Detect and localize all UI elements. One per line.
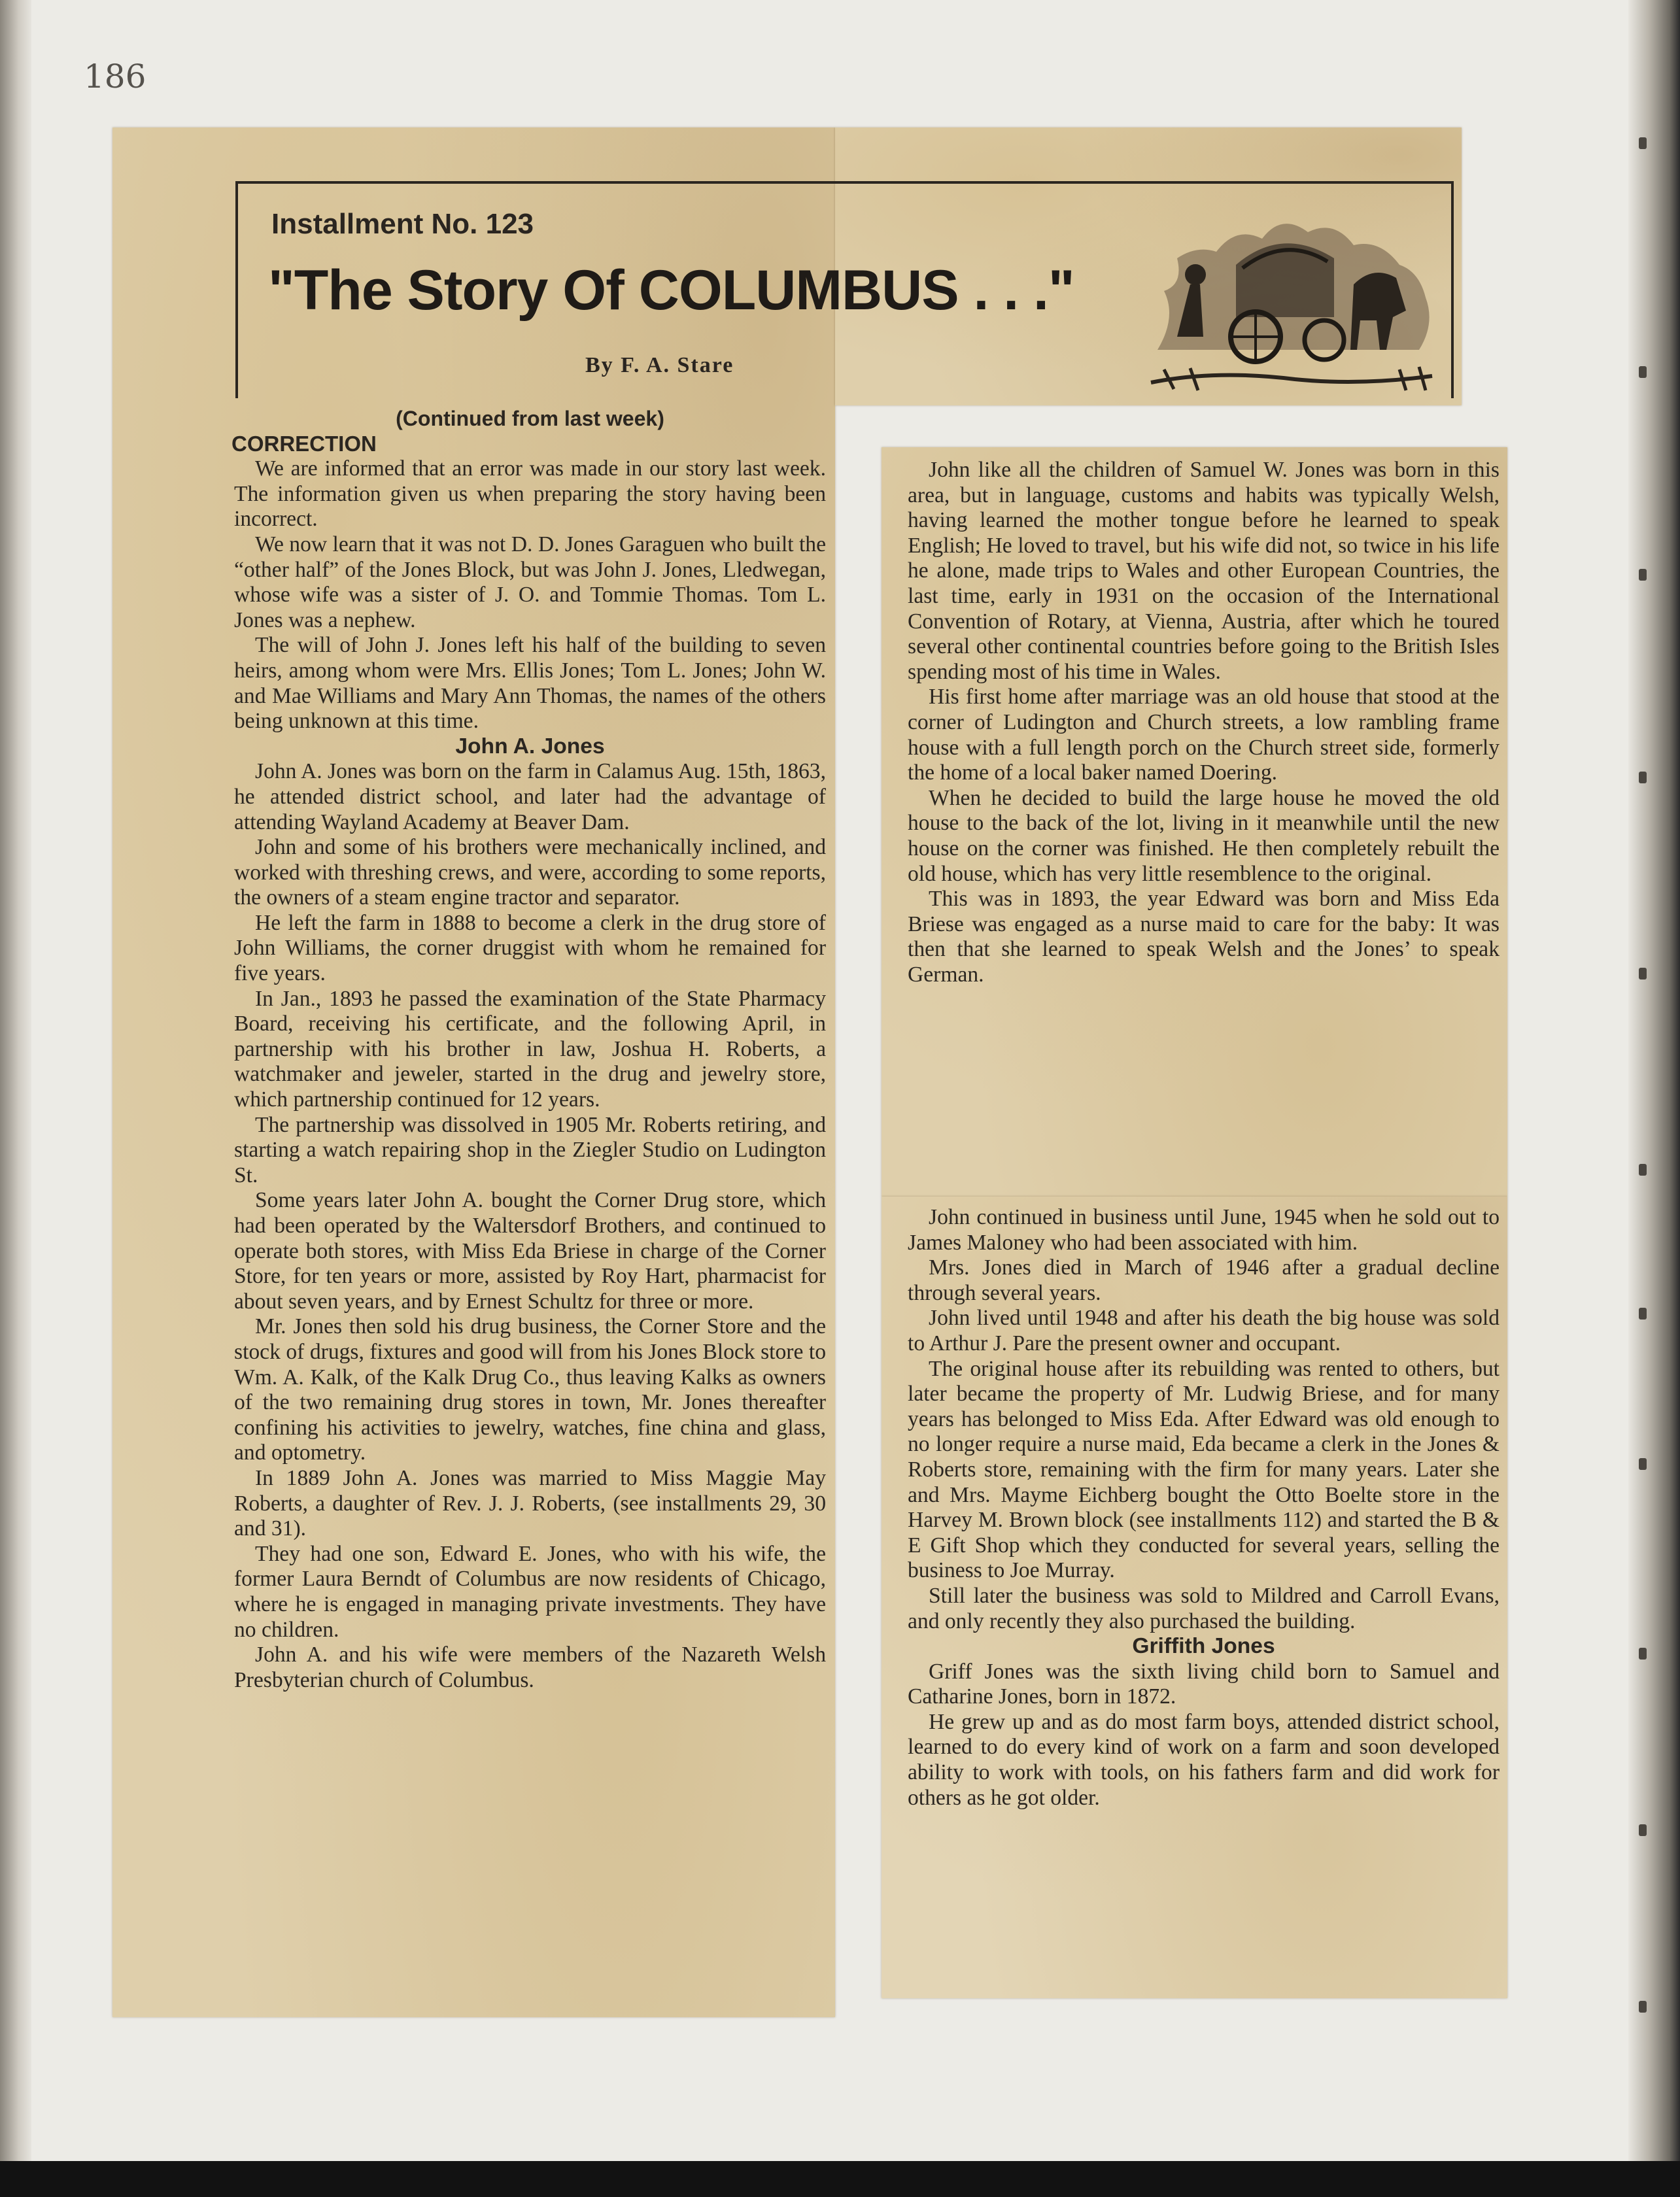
paragraph: His first home after marriage was an old house that stood at the corner of Ludington and Church streets, a low rambling frame house with a full length porch on the Church street side, formerly the home of a local baker named Doering. — [908, 685, 1500, 785]
paragraph: They had one son, Edward E. Jones, who with his wife, the former Laura Berndt of Columbus are now residents of Chicago, where he is engaged in managing private investments. They have no children. — [234, 1541, 826, 1642]
paragraph: In Jan., 1893 he passed the examination of the State Pharmacy Board, receiving his certificate, and the following April, in partnership with his brother in law, Joshua H. Roberts, a watchmaker and jeweler, started in the drug and jewelry store, which partnership continued for 12 years. — [234, 986, 826, 1112]
binding-hole — [1639, 137, 1647, 149]
binding-hole — [1639, 772, 1647, 783]
paragraph: John lived until 1948 and after his death the big house was sold to Arthur J. Pare the present owner and occupant. — [908, 1306, 1500, 1355]
paragraph: He grew up and as do most farm boys, attended district school, learned to do every kind of work on a farm and soon developed ability to work with tools, on his fathers farm and did work for others as he got older. — [908, 1709, 1500, 1810]
paragraph: John and some of his brothers were mechanically inclined, and worked with threshing crews, and were, according to some reports, the owners of a steam engine tractor and separator. — [234, 835, 826, 910]
paragraph: The partnership was dissolved in 1905 Mr. Roberts retiring, and starting a watch repairing shop in the Ziegler Studio on Ludington St. — [234, 1112, 826, 1187]
binding-hole — [1639, 1458, 1647, 1470]
pioneer-wagon-illustration — [1138, 186, 1442, 396]
book-binding-left — [0, 0, 31, 2164]
paragraph: He left the farm in 1888 to become a clerk in the drug store of John Williams, the corner druggist with whom he remained for five years. — [234, 910, 826, 986]
paragraph: In 1889 John A. Jones was married to Miss Maggie May Roberts, a daughter of Rev. J. J. Roberts, (see installments 29, 30 and 31). — [234, 1465, 826, 1541]
article-column-right-top — [908, 458, 1500, 987]
paragraph: Still later the business was sold to Mildred and Carroll Evans, and only recently they also purchased the building. — [908, 1583, 1500, 1633]
continued-note: (Continued from last week) — [396, 407, 664, 430]
paragraph: We are informed that an error was made in our story last week. The information given us when preparing the story having been incorrect. — [234, 456, 826, 532]
paragraph: John A. Jones was born on the farm in Calamus Aug. 15th, 1863, he attended district school, and later had the advantage of attending Wayland Academy at Beaver Dam. — [234, 759, 826, 834]
subheading-john-a-jones: John A. Jones — [455, 734, 605, 758]
book-binding-right — [1628, 0, 1680, 2164]
binding-hole — [1639, 2001, 1647, 2013]
paragraph: Griff Jones was the sixth living child born to Samuel and Catharine Jones, born in 1872. — [908, 1659, 1500, 1709]
photo-background-edge — [0, 2161, 1680, 2197]
article-column-right-bottom — [908, 1205, 1500, 1811]
paragraph: This was in 1893, the year Edward was born and Miss Eda Briese was engaged as a nurse maid to care for the baby: It was then that she learned to speak Welsh and the Jones’ to speak German. — [908, 887, 1500, 987]
paragraph: John continued in business until June, 1945 when he sold out to James Maloney who had been associated with him. — [908, 1205, 1500, 1255]
paragraph: The original house after its rebuilding was rented to others, but later became the property of Mr. Ludwig Briese, and for many years has belonged to Miss Eda. After Edward was old enough to no longer require a nurse maid, Eda became a clerk in the Jones & Roberts store, remaining with the firm for many years. Later she and Mrs. Mayme Eichberg bought the Otto Boelte store in the Harvey M. Brown block (see installments 112) and started the B & E Gift Shop which they conducted for several years, selling the business to Joe Murray. — [908, 1356, 1500, 1583]
paragraph: John A. and his wife were members of the Nazareth Welsh Presbyterian church of Columbus. — [234, 1643, 826, 1692]
binding-hole — [1639, 1308, 1647, 1320]
paragraph: The will of John J. Jones left his half of the building to seven heirs, among whom were Mrs. Ellis Jones; Tom L. Jones; John W. and Mae Williams and Mary Ann Thomas, the names of the others being unknown at this time. — [234, 633, 826, 734]
paragraph: When he decided to build the large house he moved the old house to the back of the lot, living in it meanwhile until the new house on the corner was finished. He then completely rebuilt the old house, which has very little resemblence to the original. — [908, 785, 1500, 886]
paragraph: Mrs. Jones died in March of 1946 after a gradual decline through several years. — [908, 1255, 1500, 1305]
correction-heading: CORRECTION — [231, 431, 377, 456]
binding-hole — [1639, 366, 1647, 378]
paragraph: Mr. Jones then sold his drug business, the Corner Store and the stock of drugs, fixtures and good will from his Jones Block store to Wm. A. Kalk, of the Kalk Drug Co., thus leaving Kalks as owners of the two remaining drug stores in town, Mr. Jones thereafter confining his activities to jewelry, watches, fine china and glass, and optometry. — [234, 1314, 826, 1465]
binding-hole — [1639, 1648, 1647, 1660]
byline: By F. A. Stare — [585, 353, 734, 377]
paragraph: We now learn that it was not D. D. Jones Garaguen who built the “other half” of the Jones Block, but was John J. Jones, Lledwegan, whose wife was a sister of J. O. and Tommie Thomas. Tom L. Jones was a nephew. — [234, 532, 826, 632]
binding-hole — [1639, 1824, 1647, 1836]
page-number: 186 — [84, 58, 146, 95]
article-column-left — [231, 406, 826, 1693]
installment-label: Installment No. 123 — [271, 208, 534, 240]
story-title: "The Story Of COLUMBUS . . ." — [268, 259, 1074, 322]
binding-hole — [1639, 569, 1647, 581]
binding-hole — [1639, 968, 1647, 979]
binding-hole — [1639, 1164, 1647, 1176]
paragraph: Some years later John A. bought the Corner Drug store, which had been operated by the Waltersdorf Brothers, and continued to operate both stores, with Miss Eda Briese in charge of the Corner Store, for ten years or more, assisted by Roy Hart, pharmacist for about seven years, and by Ernest Schultz for three or more. — [234, 1188, 826, 1314]
paragraph: John like all the children of Samuel W. Jones was born in this area, but in language, customs and habits was typically Welsh, having learned the mother tongue before he learned to speak English; He loved to travel, but his wife did not, so twice in his life he alone, made trips to Wales and other European Countries, the last time, early in 1931 on the occasion of the International Convention of Rotary, at Vienna, Austria, after which he toured several other continental countries before going to the British Isles spending most of his time in Wales. — [908, 458, 1500, 684]
subheading-griffith-jones: Griffith Jones — [1132, 1634, 1275, 1659]
